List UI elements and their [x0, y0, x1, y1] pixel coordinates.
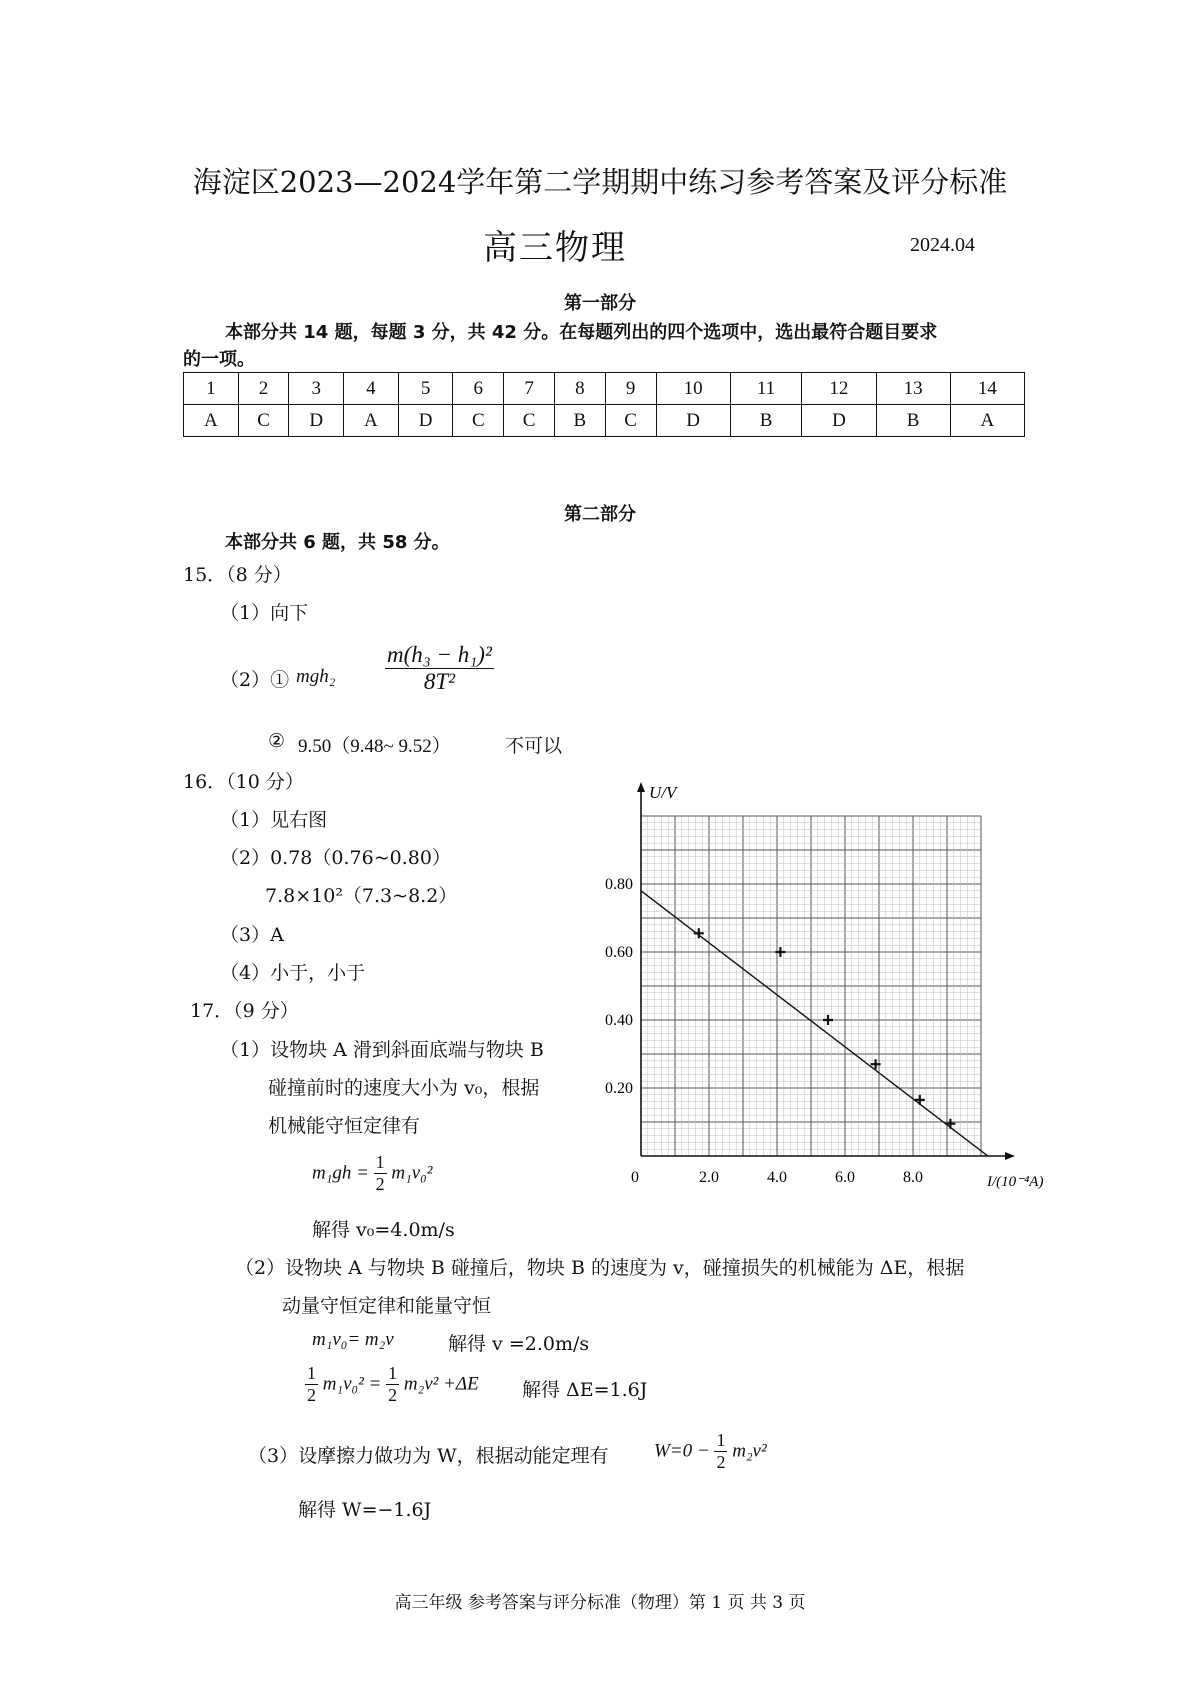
q17-part2-line2: 动量守恒定律和能量守恒: [282, 1295, 492, 1317]
question-number-9: 9: [605, 373, 656, 405]
q17-eq1-frac-den: 2: [375, 1174, 385, 1194]
q17-part2-eq1-result: 解得 v =2.0m/s: [448, 1333, 590, 1355]
answer-9: C: [605, 405, 656, 437]
q16-part3: （3）A: [220, 924, 284, 946]
x-axis-arrow: [1005, 1152, 1015, 1160]
q17-part2-eq1: m₁v₀= m₂v: [312, 1329, 394, 1350]
q17-label: 17．（9 分）: [190, 1000, 299, 1022]
subject-title: 高三物理: [483, 228, 627, 268]
y-tick-label: 0.40: [605, 1012, 633, 1029]
x-tick-label: 8.0: [903, 1169, 923, 1186]
q17-part1-line2: 碰撞前时的速度大小为 v₀，根据: [268, 1077, 540, 1099]
data-point: [915, 1095, 925, 1105]
x-tick-label: 0: [631, 1169, 639, 1186]
x-tick-label: 6.0: [835, 1169, 855, 1186]
q17-part2-line1: （2）设物块 A 与物块 B 碰撞后，物块 B 的速度为 v，碰撞损失的机械能为 ΔE，根据: [235, 1257, 965, 1279]
question-number-4: 4: [344, 373, 399, 405]
question-number-5: 5: [398, 373, 453, 405]
answer-12: D: [802, 405, 876, 437]
q17-eq3-frac-den: 2: [716, 1452, 726, 1472]
y-axis-label: U/V: [649, 783, 677, 802]
answer-11: B: [730, 405, 802, 437]
x-axis-label: I/(10⁻⁴A): [987, 1174, 1044, 1190]
q17-eq2-frac1-num: 1: [307, 1363, 316, 1383]
answer-8: B: [554, 405, 605, 437]
document-date: 2024.04: [910, 234, 975, 256]
question-number-7: 7: [504, 373, 555, 405]
q17-part2-eq2-result: 解得 ΔE=1.6J: [522, 1379, 648, 1401]
part2-intro: 本部分共 6 题，共 58 分。: [225, 532, 450, 553]
part1-intro-line2: 的一项。: [183, 349, 255, 370]
question-number-1: 1: [184, 373, 239, 405]
question-number-11: 11: [730, 373, 802, 405]
q16-part2-line1: （2）0.78（0.76~0.80）: [220, 847, 451, 869]
y-tick-label: 0.60: [605, 944, 633, 961]
part1-heading: 第一部分: [564, 293, 636, 314]
answer-table: [183, 372, 1025, 437]
answer-7: C: [504, 405, 555, 437]
question-number-6: 6: [453, 373, 504, 405]
part2-heading: 第二部分: [564, 504, 636, 525]
q17-eq1-frac-num: 1: [375, 1152, 385, 1172]
q15-fraction-denominator: 8T²: [423, 669, 456, 694]
x-tick-label: 4.0: [767, 1169, 787, 1186]
q17-eq3-left: W=0 −: [654, 1440, 710, 1462]
q17-eq2-a: m₁v₀² =: [322, 1373, 382, 1395]
question-number-3: 3: [289, 373, 344, 405]
answer-table-answer-row: [184, 405, 1025, 437]
q17-part2-eq2: [305, 1363, 479, 1406]
answer-13: B: [876, 405, 950, 437]
q17-eq3-frac-num: 1: [716, 1430, 726, 1450]
fit-line: [641, 891, 988, 1156]
answer-4: A: [344, 405, 399, 437]
question-number-8: 8: [554, 373, 605, 405]
part1-intro-line1: 本部分共 14 题，每题 3 分，共 42 分。在每题列出的四个选项中，选出最符合题目要求: [225, 322, 938, 343]
q15-part3-circle: ②: [268, 730, 286, 752]
question-number-12: 12: [802, 373, 876, 405]
q17-part1-equation: [312, 1152, 432, 1195]
q17-eq2-frac1-den: 2: [307, 1385, 316, 1405]
y-axis-arrow: [637, 782, 645, 792]
q15-part2-answer1: mgh₂: [296, 666, 336, 687]
q15-part1: （1）向下: [220, 602, 309, 624]
q17-part1-result: 解得 v₀=4.0m/s: [312, 1219, 455, 1241]
page-footer: 高三年级 参考答案与评分标准（物理）第 1 页 共 3 页: [394, 1593, 806, 1613]
answer-3: D: [289, 405, 344, 437]
q17-eq2-frac2-den: 2: [388, 1385, 398, 1405]
q16-part2-line2: 7.8×10²（7.3~8.2）: [265, 885, 458, 907]
q17-part3-result: 解得 W=−1.6J: [298, 1499, 432, 1521]
q15-fraction: [385, 642, 494, 695]
question-number-14: 14: [950, 373, 1024, 405]
q17-eq3-right: m₂v²: [732, 1440, 767, 1462]
q16-part1: （1）见右图: [220, 809, 328, 831]
u-i-graph: [580, 780, 1060, 1200]
answer-table-number-row: [184, 373, 1025, 405]
q17-eq1-right: m₁v₀²: [391, 1162, 433, 1184]
document-title: 海淀区2023—2024学年第二学期期中练习参考答案及评分标准: [192, 165, 1008, 199]
q16-part4: （4）小于，小于: [220, 962, 366, 984]
q17-part3-line: （3）设摩擦力做功为 W，根据动能定理有: [248, 1445, 609, 1467]
q17-part1-line1: （1）设物块 A 滑到斜面底端与物块 B: [220, 1039, 544, 1061]
q15-part3-note: 不可以: [505, 735, 563, 757]
question-number-13: 13: [876, 373, 950, 405]
answer-10: D: [656, 405, 730, 437]
q17-eq1-left: m₁gh =: [312, 1162, 369, 1184]
q17-part1-line3: 机械能守恒定律有: [268, 1115, 421, 1137]
q15-part2-prefix: （2）①: [220, 669, 290, 691]
q16-label: 16．（10 分）: [183, 771, 304, 793]
q15-part3-value: 9.50（9.48~ 9.52）: [298, 736, 451, 757]
answer-1: A: [184, 405, 239, 437]
q17-part3-equation: [654, 1430, 767, 1473]
answer-2: C: [238, 405, 289, 437]
q17-eq2-frac2-num: 1: [388, 1363, 398, 1383]
y-tick-label: 0.80: [605, 876, 633, 893]
y-tick-label: 0.20: [605, 1080, 633, 1097]
q17-eq2-b: m₂v² +ΔE: [403, 1373, 479, 1395]
question-number-10: 10: [656, 373, 730, 405]
question-number-2: 2: [238, 373, 289, 405]
answer-14: A: [950, 405, 1024, 437]
answer-6: C: [453, 405, 504, 437]
q15-label: 15．（8 分）: [183, 564, 292, 586]
answer-5: D: [398, 405, 453, 437]
x-tick-label: 2.0: [699, 1169, 719, 1186]
q15-fraction-numerator: m(h₃ − h₁)²: [387, 642, 492, 667]
